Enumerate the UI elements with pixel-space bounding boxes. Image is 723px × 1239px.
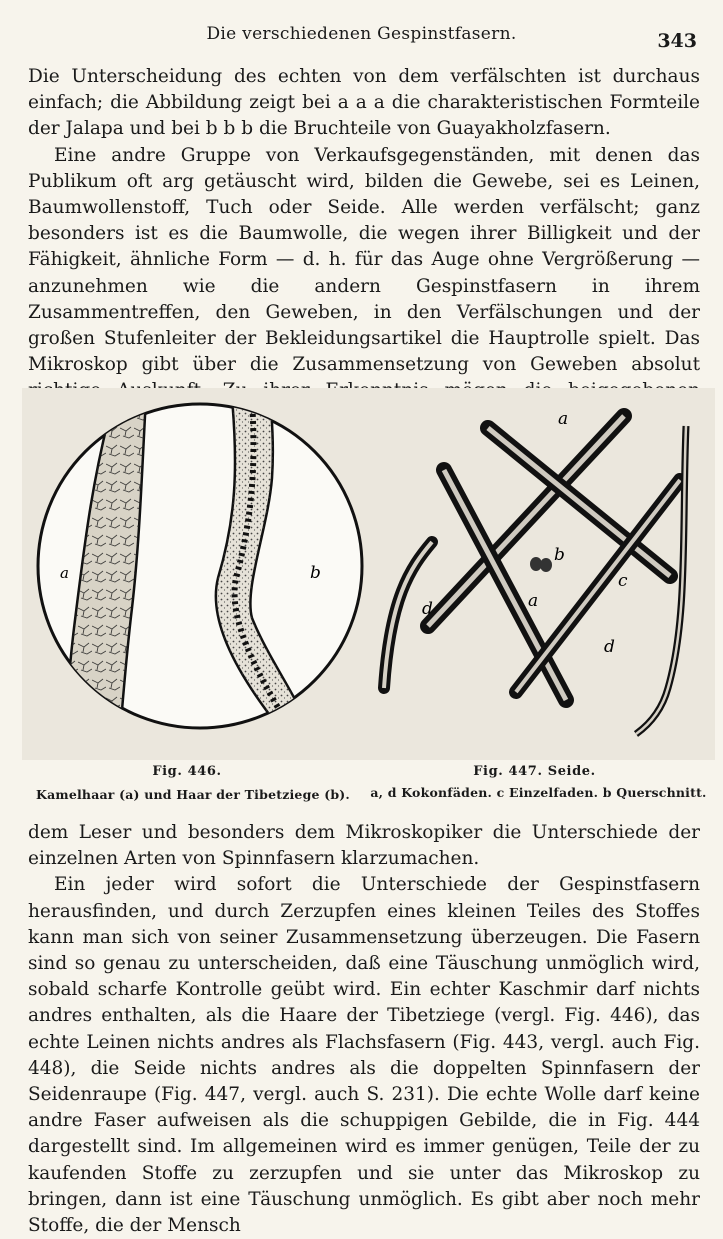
- body-text-bottom: [28, 820, 700, 1239]
- fig447-label-b: b: [554, 545, 565, 565]
- fig447-label-a-top: a: [558, 409, 569, 429]
- paragraph-3: dem Leser und besonders dem Mikroskopiker die Unterschiede der einzelnen Arten von Spinnfasern klarzumachen.: [28, 822, 700, 870]
- figures-row: [0, 388, 723, 808]
- paragraph-2: Eine andre Gruppe von Verkaufsgegenständen, mit denen das Publikum oft arg getäuscht wird, bilden die Gewebe, sei es Leinen, Baumwollenstoff, Tuch oder Seide. Alle werden verfälscht; ganz besonders ist es die Baumwolle, die wegen ihrer Billigkeit und der Fähigkeit, ähnliche Form — d. h. für das Auge ohne Vergrößerung — anzunehmen wie die andern Gespinstfasern in ihrem Zusammentreffen, den Geweben, in den Verfälschungen und der großen Stufenleiter der Bekleidungsartikel die Hauptrolle spielt. Das Mikroskop gibt über die Zusammensetzung von Geweben absolut: [28, 144, 700, 376]
- paragraph-4: Ein jeder wird sofort die Unterschiede der Gespinstfasern herausfinden, und durch Zerzupfen eines kleinen Teiles des Stoffes kann man sich von seiner Zusammensetzung überzeugen. Die Fasern sind so genau zu unterscheiden, daß eine Täuschung unmöglich wird, sobald scharfe Kontrolle geübt wird. Ein echter Kaschmir darf nichts andres enthalten, als die Haare der Tibetziege (vergl. Fig. 446), das echte Leinen nichts andres als Flachsfasern (Fig. 443, vergl. auch Fig. 448), die Seide nichts andres als die doppelten Spinnfasern der Seidenraupe (Fig. 447, vergl. auch S. 231). Die echte Wolle darf keine andre Faser aufweisen als die schuppigen Gebilde, die in Fig. 444 dargestellt sind. Im allgemeinen wird es immer genügen, Teile der zu kaufenden Stoffe zu zerzupfen und sie unter das Mikroskop zu bringen, dann ist eine Täuschung unmöglich. Es gibt aber noch mehr Stoffe, die der Mensch: [28, 874, 700, 1237]
- fig446-label-a: a: [60, 564, 69, 582]
- figure-447-illustration: [370, 388, 715, 760]
- fig446-label-b: b: [310, 563, 321, 583]
- figure-447: [370, 388, 715, 808]
- fig447-label-d-left: d: [422, 599, 433, 619]
- figure-446-number: Fig. 446.: [152, 764, 222, 779]
- figure-446: [22, 388, 372, 808]
- figure-447-number: Fig. 447. Seide.: [473, 764, 596, 779]
- figure-447-caption: a, d Kokonfäden. c Einzelfaden. b Querschnitt.: [370, 785, 707, 800]
- running-title: Die verschiedenen Gespinstfasern.: [206, 24, 517, 44]
- figure-446-illustration: [22, 388, 372, 760]
- body-text-top: [28, 64, 700, 431]
- figure-446-caption: Kamelhaar (a) und Haar der Tibetziege (b).: [36, 787, 350, 802]
- fig447-label-c: c: [618, 571, 628, 591]
- paragraph-1: Die Unterscheidung des echten von dem verfälschten ist durchaus einfach; die Abbildung zeigt bei a a a die charakteristischen Formteile der Jalapa und bei b b b die Bruchteile von Guayakholzfasern.: [28, 66, 700, 140]
- fig447-label-a-mid: a: [528, 591, 539, 611]
- fig447-label-d-right: d: [604, 637, 615, 657]
- page-number: 343: [657, 30, 697, 52]
